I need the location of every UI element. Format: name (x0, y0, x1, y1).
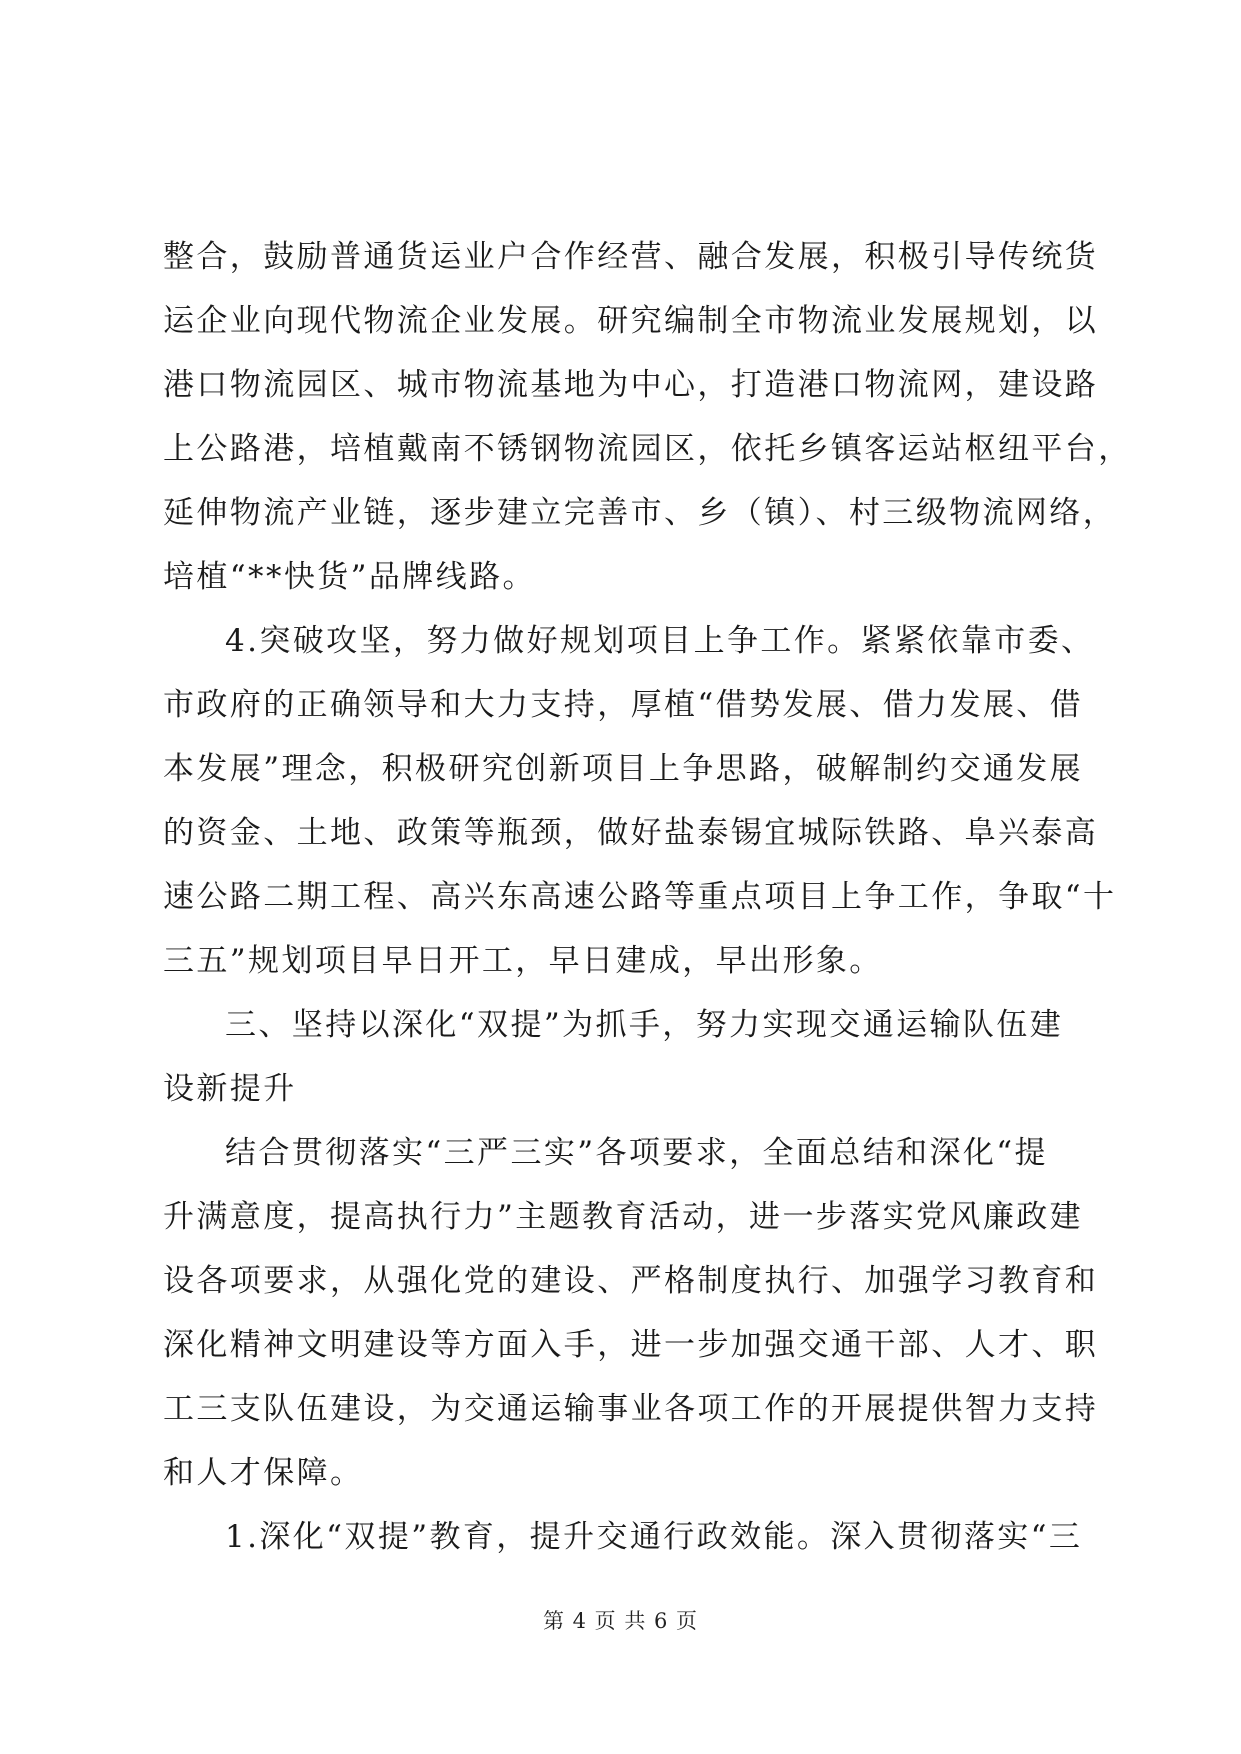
text-line: 三五”规划项目早日开工，早日建成，早出形象。 (163, 943, 883, 979)
page-number-footer: 第 4 页 共 6 页 (542, 1609, 699, 1633)
text-line: 港口物流园区、城市物流基地为中心，打造港口物流网，建设路 (163, 367, 1099, 403)
text-line: 上公路港，培植戴南不锈钢物流园区，依托乡镇客运站枢纽平台， (163, 431, 1132, 467)
text-line: 4.突破攻坚，努力做好规划项目上争工作。紧紧依靠市委、 (225, 623, 1095, 659)
text-line: 深化精神文明建设等方面入手，进一步加强交通干部、人才、职 (163, 1327, 1099, 1363)
text-line: 市政府的正确领导和大力支持，厚植“借势发展、借力发展、借 (163, 687, 1084, 723)
body-text (163, 225, 1132, 1569)
section-heading: 三、坚持以深化“双提”为抓手，努力实现交通运输队伍建 (225, 1007, 1064, 1043)
text-line: 结合贯彻落实“三严三实”各项要求，全面总结和深化“提 (225, 1135, 1048, 1171)
text-line: 工三支队伍建设，为交通运输事业各项工作的开展提供智力支持 (163, 1391, 1099, 1427)
text-line: 整合，鼓励普通货运业户合作经营、融合发展，积极引导传统货 (163, 239, 1099, 275)
text-line: 1.深化“双提”教育，提升交通行政效能。深入贯彻落实“三 (225, 1519, 1083, 1555)
text-line: 延伸物流产业链，逐步建立完善市、乡（镇）、村三级物流网络， (163, 495, 1117, 531)
text-line: 速公路二期工程、高兴东高速公路等重点项目上争工作，争取“十 (163, 879, 1117, 915)
text-line: 的资金、土地、政策等瓶颈，做好盐泰锡宜城际铁路、阜兴泰高 (163, 815, 1099, 851)
text-line: 升满意度，提高执行力”主题教育活动，进一步落实党风廉政建 (163, 1199, 1084, 1235)
text-line: 和人才保障。 (163, 1455, 364, 1491)
text-line: 设各项要求，从强化党的建设、严格制度执行、加强学习教育和 (163, 1263, 1099, 1299)
text-line: 培植“**快货”品牌线路。 (163, 559, 536, 595)
section-heading: 设新提升 (163, 1071, 297, 1107)
text-line: 运企业向现代物流企业发展。研究编制全市物流业发展规划，以 (163, 303, 1099, 339)
text-line: 本发展”理念，积极研究创新项目上争思路，破解制约交通发展 (163, 751, 1084, 787)
